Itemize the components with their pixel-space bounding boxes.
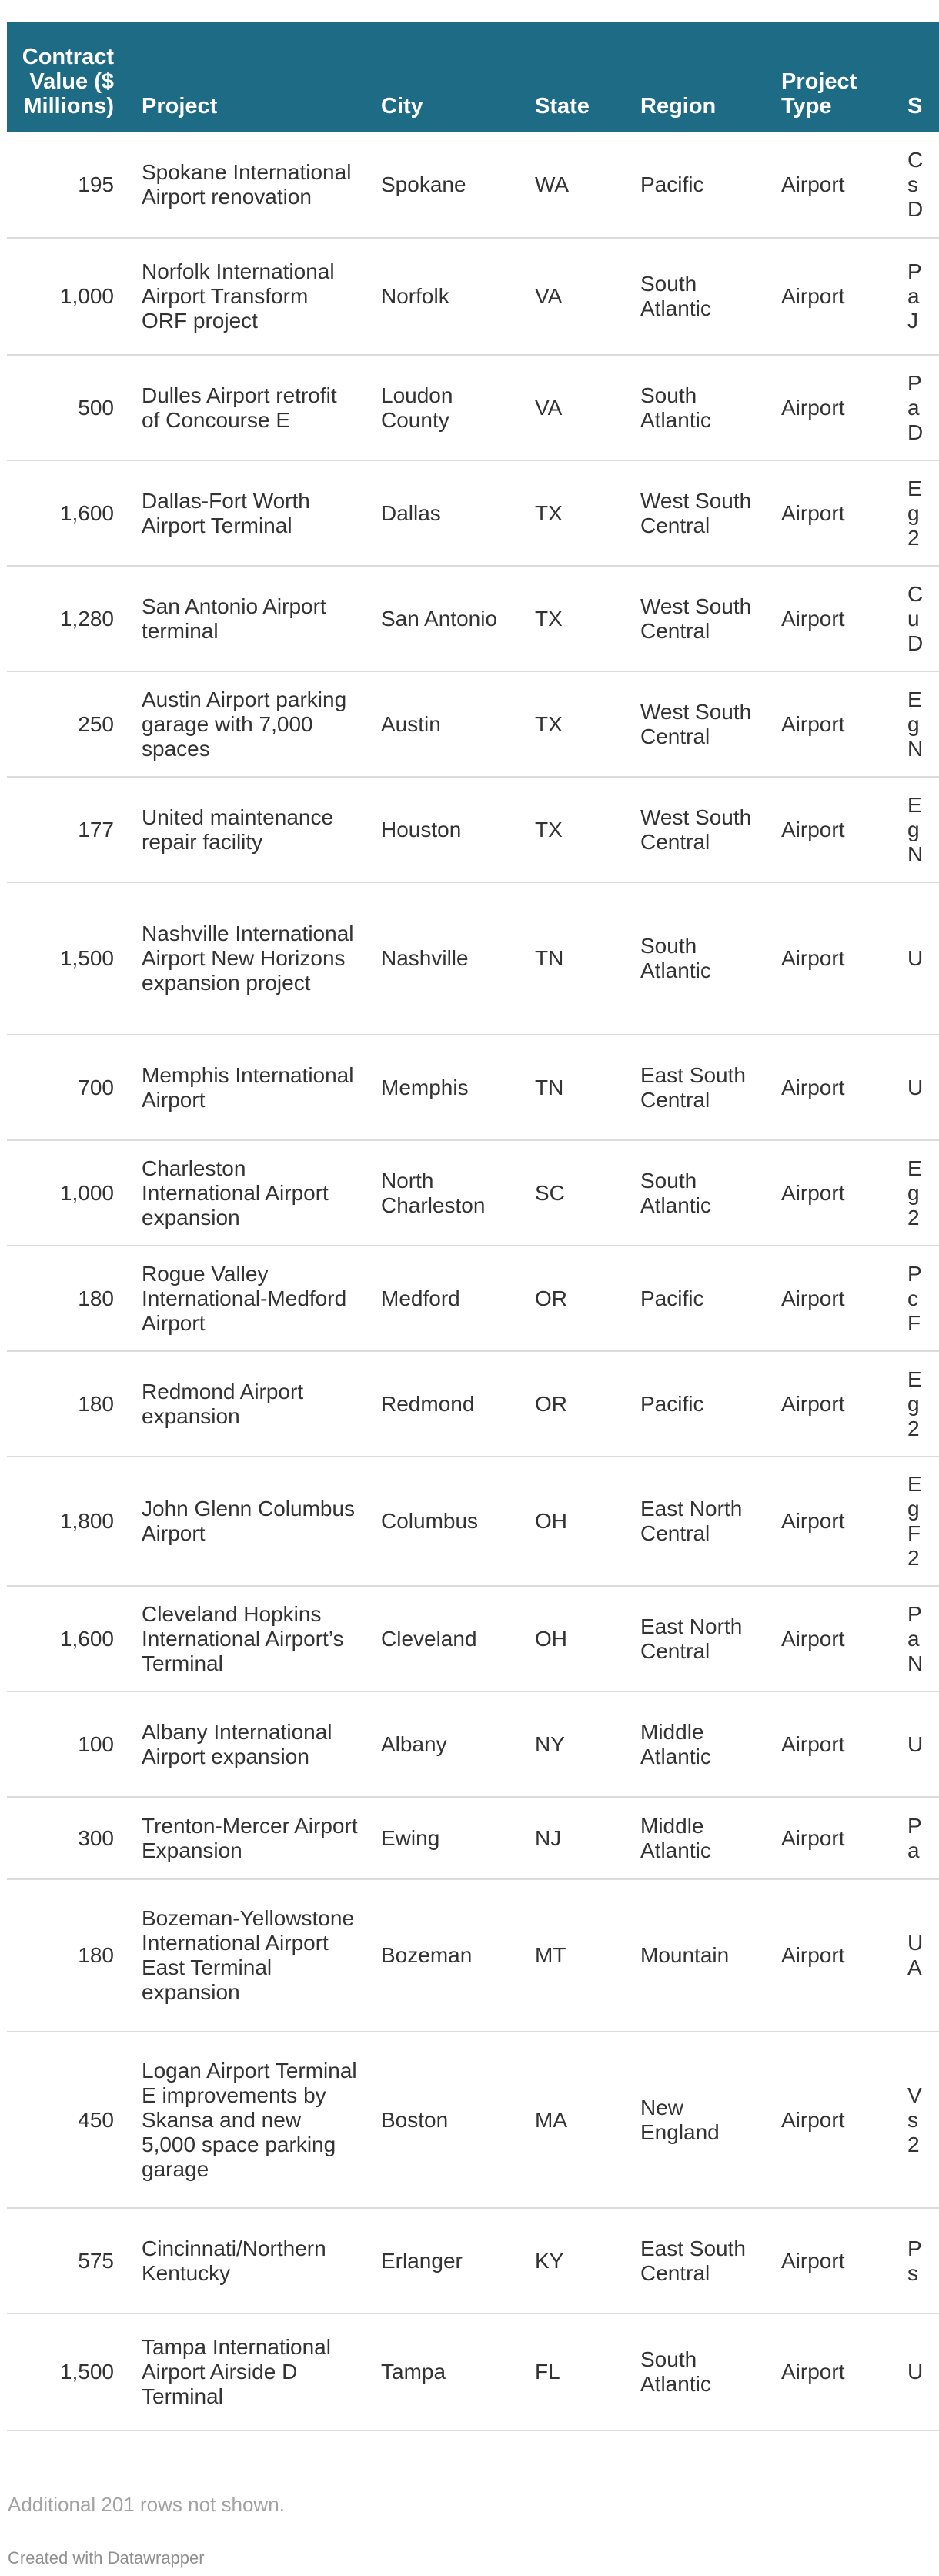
cell-project-type: Airport — [770, 882, 897, 1035]
cell-state: MT — [524, 1879, 630, 2032]
cell-project: Logan Airport Terminal E improvements by Skansa and new 5,000 space parking garage — [131, 2032, 370, 2208]
cell-project-type: Airport — [770, 460, 897, 566]
cell-region: East North Central — [630, 1586, 770, 1691]
cell-state: WA — [524, 132, 630, 238]
data-table — [7, 22, 939, 2431]
cell-state: NJ — [524, 1797, 630, 1879]
cell-region: New England — [630, 2032, 770, 2208]
cell-state: NY — [524, 1691, 630, 1797]
cell-project-type: Airport — [770, 2313, 897, 2430]
cell-region: West South Central — [630, 566, 770, 671]
table-footnote: Additional 201 rows not shown. — [8, 2493, 285, 2516]
cell-project: Memphis International Airport — [131, 1035, 370, 1140]
cell-project-type: Airport — [770, 2032, 897, 2208]
table-row — [7, 2032, 939, 2208]
datawrapper-credit: Created with Datawrapper — [8, 2548, 205, 2568]
cell-city: Albany — [370, 1691, 524, 1797]
cell-region: Mountain — [630, 1879, 770, 2032]
cell-region: Middle Atlantic — [630, 1691, 770, 1797]
cell-region: Pacific — [630, 1246, 770, 1351]
table-row — [7, 777, 939, 882]
cell-project: Tampa International Airport Airside D Terminal — [131, 2313, 370, 2430]
header-row — [7, 22, 939, 132]
cell-status: E g 2 — [897, 1140, 939, 1246]
table-row — [7, 1797, 939, 1879]
cell-region: East South Central — [630, 1035, 770, 1140]
cell-project: Nashville International Airport New Horizons expansion project — [131, 882, 370, 1035]
cell-state: OH — [524, 1457, 630, 1586]
cell-region: West South Central — [630, 777, 770, 882]
cell-contract-value: 1,000 — [7, 238, 131, 355]
cell-status: U — [897, 2313, 939, 2430]
table-row — [7, 132, 939, 238]
cell-contract-value: 250 — [7, 671, 131, 777]
cell-contract-value: 700 — [7, 1035, 131, 1140]
cell-region: West South Central — [630, 671, 770, 777]
cell-region: East North Central — [630, 1457, 770, 1586]
cell-contract-value: 450 — [7, 2032, 131, 2208]
column-header-state[interactable]: State — [535, 94, 590, 119]
cell-project: Spokane International Airport renovation — [131, 132, 370, 238]
table-row — [7, 355, 939, 460]
cell-contract-value: 1,800 — [7, 1457, 131, 1586]
cell-state: TN — [524, 882, 630, 1035]
cell-city: San Antonio — [370, 566, 524, 671]
cell-project: Rogue Valley International-Medford Airport — [131, 1246, 370, 1351]
cell-region: East South Central — [630, 2208, 770, 2313]
cell-contract-value: 1,500 — [7, 2313, 131, 2430]
column-header-project-type[interactable]: Project Type — [781, 69, 857, 119]
cell-status: E g 2 — [897, 1351, 939, 1457]
cell-region: South Atlantic — [630, 882, 770, 1035]
cell-state: OR — [524, 1246, 630, 1351]
cell-state: TX — [524, 566, 630, 671]
cell-status: U — [897, 882, 939, 1035]
table-row — [7, 2208, 939, 2313]
cell-city: Redmond — [370, 1351, 524, 1457]
table-row — [7, 882, 939, 1035]
cell-project-type: Airport — [770, 1879, 897, 2032]
cell-city: Loudon County — [370, 355, 524, 460]
cell-city: Bozeman — [370, 1879, 524, 2032]
cell-project: Cincinnati/Northern Kentucky — [131, 2208, 370, 2313]
cell-project: Charleston International Airport expansion — [131, 1140, 370, 1246]
cell-region: South Atlantic — [630, 355, 770, 460]
cell-status: P a — [897, 1797, 939, 1879]
cell-status: P c F — [897, 1246, 939, 1351]
cell-city: Boston — [370, 2032, 524, 2208]
table-body — [7, 132, 939, 2430]
cell-state: VA — [524, 238, 630, 355]
cell-contract-value: 180 — [7, 1351, 131, 1457]
cell-city: Houston — [370, 777, 524, 882]
cell-project: Redmond Airport expansion — [131, 1351, 370, 1457]
cell-contract-value: 575 — [7, 2208, 131, 2313]
cell-project-type: Airport — [770, 1457, 897, 1586]
cell-project: Albany International Airport expansion — [131, 1691, 370, 1797]
column-header-region[interactable]: Region — [640, 94, 717, 119]
cell-project: San Antonio Airport terminal — [131, 566, 370, 671]
cell-city: Ewing — [370, 1797, 524, 1879]
cell-state: KY — [524, 2208, 630, 2313]
cell-project-type: Airport — [770, 2208, 897, 2313]
cell-city: Spokane — [370, 132, 524, 238]
cell-region: Middle Atlantic — [630, 1797, 770, 1879]
cell-state: OH — [524, 1586, 630, 1691]
cell-project-type: Airport — [770, 1586, 897, 1691]
cell-state: SC — [524, 1140, 630, 1246]
cell-project: Cleveland Hopkins International Airport’s Terminal — [131, 1586, 370, 1691]
cell-project: United maintenance repair facility — [131, 777, 370, 882]
cell-region: Pacific — [630, 1351, 770, 1457]
cell-status: U — [897, 1035, 939, 1140]
cell-status: E g N — [897, 671, 939, 777]
cell-contract-value: 177 — [7, 777, 131, 882]
cell-project-type: Airport — [770, 1246, 897, 1351]
cell-state: TX — [524, 671, 630, 777]
table-row — [7, 1879, 939, 2032]
column-header-contract-value[interactable]: Contract Value ($ Millions) — [22, 45, 114, 119]
cell-project: Bozeman-Yellowstone International Airport East Terminal expansion — [131, 1879, 370, 2032]
cell-city: Columbus — [370, 1457, 524, 1586]
cell-city: Erlanger — [370, 2208, 524, 2313]
cell-status: E g 2 — [897, 460, 939, 566]
cell-contract-value: 300 — [7, 1797, 131, 1879]
column-header-city[interactable]: City — [381, 94, 423, 119]
cell-project-type: Airport — [770, 1035, 897, 1140]
cell-contract-value: 195 — [7, 132, 131, 238]
cell-status: E g F 2 — [897, 1457, 939, 1586]
table-row — [7, 2313, 939, 2430]
cell-project-type: Airport — [770, 1140, 897, 1246]
cell-status: P s — [897, 2208, 939, 2313]
cell-city: Dallas — [370, 460, 524, 566]
cell-contract-value: 1,000 — [7, 1140, 131, 1246]
table-row — [7, 671, 939, 777]
table-row — [7, 460, 939, 566]
cell-city: Tampa — [370, 2313, 524, 2430]
cell-region: South Atlantic — [630, 1140, 770, 1246]
cell-contract-value: 1,500 — [7, 882, 131, 1035]
cell-region: South Atlantic — [630, 2313, 770, 2430]
cell-project-type: Airport — [770, 1797, 897, 1879]
cell-project: Austin Airport parking garage with 7,000 spaces — [131, 671, 370, 777]
table-row — [7, 1035, 939, 1140]
cell-city: North Charleston — [370, 1140, 524, 1246]
cell-project-type: Airport — [770, 1351, 897, 1457]
cell-state: TX — [524, 777, 630, 882]
cell-contract-value: 1,600 — [7, 460, 131, 566]
cell-state: TN — [524, 1035, 630, 1140]
cell-status: E g N — [897, 777, 939, 882]
table-row — [7, 1140, 939, 1246]
cell-status: C s D — [897, 132, 939, 238]
table-row — [7, 1246, 939, 1351]
cell-project: Dulles Airport retrofit of Concourse E — [131, 355, 370, 460]
cell-status: U — [897, 1691, 939, 1797]
table-header — [7, 22, 939, 132]
cell-project: Trenton-Mercer Airport Expansion — [131, 1797, 370, 1879]
cell-contract-value: 180 — [7, 1879, 131, 2032]
cell-project-type: Airport — [770, 132, 897, 238]
column-header-project[interactable]: Project — [142, 94, 218, 119]
cell-project-type: Airport — [770, 355, 897, 460]
table-row — [7, 1586, 939, 1691]
cell-project-type: Airport — [770, 238, 897, 355]
cell-city: Cleveland — [370, 1586, 524, 1691]
cell-city: Medford — [370, 1246, 524, 1351]
cell-contract-value: 1,280 — [7, 566, 131, 671]
cell-contract-value: 100 — [7, 1691, 131, 1797]
table-row — [7, 1351, 939, 1457]
data-table-container — [7, 22, 939, 2431]
cell-project: John Glenn Columbus Airport — [131, 1457, 370, 1586]
cell-status: P a J — [897, 238, 939, 355]
table-row — [7, 1457, 939, 1586]
cell-project: Norfolk International Airport Transform ORF project — [131, 238, 370, 355]
cell-city: Nashville — [370, 882, 524, 1035]
cell-status: P a D — [897, 355, 939, 460]
cell-status: P a N — [897, 1586, 939, 1691]
cell-state: MA — [524, 2032, 630, 2208]
cell-project-type: Airport — [770, 566, 897, 671]
cell-city: Memphis — [370, 1035, 524, 1140]
column-header-status[interactable]: S — [907, 94, 923, 119]
table-row — [7, 1691, 939, 1797]
cell-contract-value: 500 — [7, 355, 131, 460]
cell-project: Dallas-Fort Worth Airport Terminal — [131, 460, 370, 566]
table-row — [7, 566, 939, 671]
cell-city: Norfolk — [370, 238, 524, 355]
cell-region: West South Central — [630, 460, 770, 566]
cell-region: South Atlantic — [630, 238, 770, 355]
cell-state: OR — [524, 1351, 630, 1457]
cell-status: V s 2 — [897, 2032, 939, 2208]
cell-project-type: Airport — [770, 671, 897, 777]
cell-status: U A — [897, 1879, 939, 2032]
cell-contract-value: 180 — [7, 1246, 131, 1351]
cell-state: VA — [524, 355, 630, 460]
cell-project-type: Airport — [770, 1691, 897, 1797]
cell-state: FL — [524, 2313, 630, 2430]
table-row — [7, 238, 939, 355]
cell-state: TX — [524, 460, 630, 566]
cell-region: Pacific — [630, 132, 770, 238]
cell-contract-value: 1,600 — [7, 1586, 131, 1691]
cell-status: C u D — [897, 566, 939, 671]
cell-city: Austin — [370, 671, 524, 777]
cell-project-type: Airport — [770, 777, 897, 882]
